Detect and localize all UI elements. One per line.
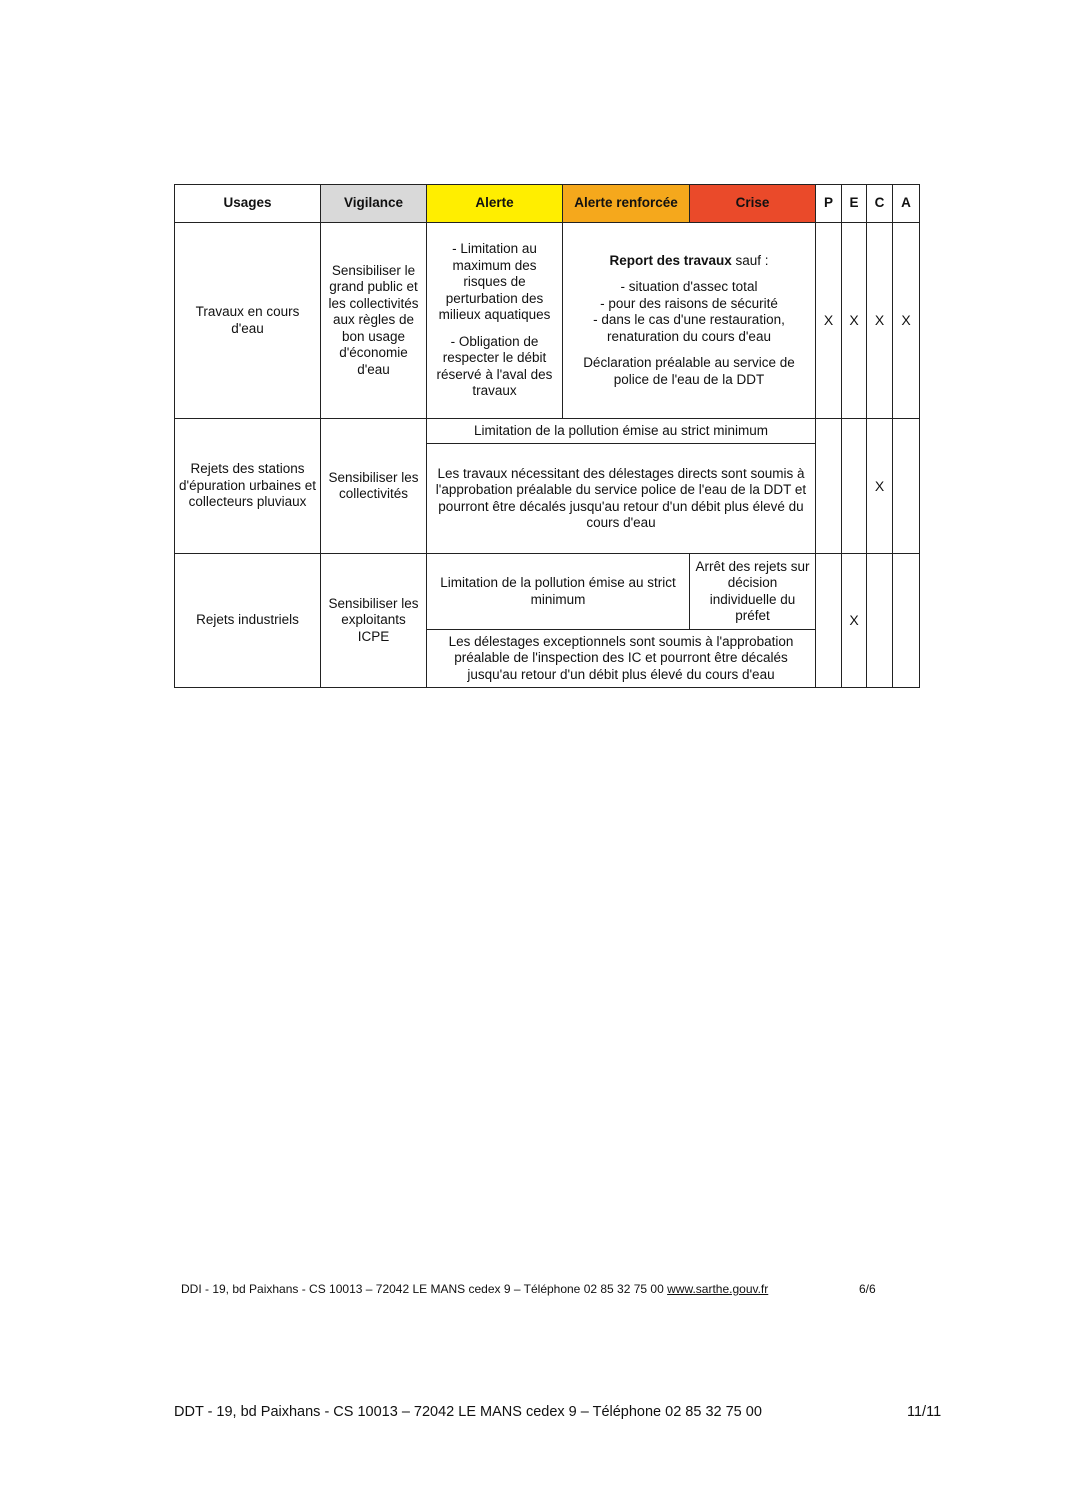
outer-footer-address: DDT - 19, bd Paixhans - CS 10013 – 72042 LE MANS cedex 9 – Téléphone 02 85 32 75 00 <box>174 1404 762 1420</box>
header-crise: Crise <box>690 185 816 223</box>
vigilance-cell: Sensibiliser les collectivités <box>321 419 427 554</box>
inner-footer <box>181 1282 881 1296</box>
header-p: P <box>816 185 842 223</box>
table-row <box>175 554 920 630</box>
flag-e <box>842 419 867 554</box>
flag-c: X <box>867 223 893 419</box>
renforcee-crise-cell <box>563 223 816 419</box>
report-bold-text: Report des travaux <box>609 252 732 268</box>
flag-a: X <box>893 223 920 419</box>
alerte-cell <box>427 223 563 419</box>
inner-footer-address: DDI - 19, bd Paixhans - CS 10013 – 72042 LE MANS cedex 9 – Téléphone 02 85 32 75 00 <box>181 1282 668 1296</box>
report-heading <box>567 253 811 270</box>
flag-a <box>893 419 920 554</box>
inner-page-number: 6/6 <box>859 1282 876 1296</box>
website-link[interactable]: www.sarthe.gouv.fr <box>667 1282 769 1296</box>
arret-cell: Arrêt des rejets sur décision individuelle du préfet <box>690 554 816 630</box>
header-usages: Usages <box>175 185 321 223</box>
exception-item: - pour des raisons de sécurité <box>600 295 778 311</box>
header-vigilance: Vigilance <box>321 185 427 223</box>
flag-c: X <box>867 419 893 554</box>
usage-cell: Rejets industriels <box>175 554 321 688</box>
flag-e: X <box>842 554 867 688</box>
header-alerte: Alerte <box>427 185 563 223</box>
table-row <box>175 419 920 444</box>
delestages-cell: Les travaux nécessitant des délestages directs sont soumis à l'approbation préalable du service police de l'eau de la DDT et pourront être décalés jusqu'au retour d'un débit plus élevé du cours d'eau <box>427 444 816 554</box>
flag-c <box>867 554 893 688</box>
exception-item: - situation d'assec total <box>620 279 758 295</box>
limitation-cell: Limitation de la pollution émise au strict minimum <box>427 554 690 630</box>
limitation-cell: Limitation de la pollution émise au strict minimum <box>427 419 816 444</box>
usage-cell: Travaux en cours d'eau <box>175 223 321 419</box>
vigilance-cell: Sensibiliser le grand public et les collectivités aux règles de bon usage d'économie d'eau <box>321 223 427 419</box>
flag-e: X <box>842 223 867 419</box>
flag-p <box>816 554 842 688</box>
header-row <box>175 185 920 223</box>
alerte-debit-text: - Obligation de respecter le débit réservé à l'aval des travaux <box>436 333 553 399</box>
table-row <box>175 223 920 419</box>
flag-p: X <box>816 223 842 419</box>
outer-page-number: 11/11 <box>907 1404 942 1420</box>
report-rest-text: sauf : <box>731 252 769 268</box>
header-alerte-renforcee: Alerte renforcée <box>563 185 690 223</box>
header-a: A <box>893 185 920 223</box>
water-restrictions-table <box>174 184 920 688</box>
outer-footer <box>174 1404 944 1420</box>
alerte-limitation-text: - Limitation au maximum des risques de perturbation des milieux aquatiques <box>438 241 551 323</box>
declaration-text: Déclaration préalable au service de police de l'eau de la DDT <box>583 355 795 387</box>
flag-a <box>893 554 920 688</box>
vigilance-cell: Sensibiliser les exploitants ICPE <box>321 554 427 688</box>
header-c: C <box>867 185 893 223</box>
usage-cell: Rejets des stations d'épuration urbaines et collecteurs pluviaux <box>175 419 321 554</box>
delestages-cell: Les délestages exceptionnels sont soumis à l'approbation préalable de l'inspection des IC et pourront être décalés jusqu'au retour d'un débit plus élevé du cours d'eau <box>427 630 816 688</box>
header-e: E <box>842 185 867 223</box>
flag-p <box>816 419 842 554</box>
exception-item: - dans le cas d'une restauration, renaturation du cours d'eau <box>593 312 785 344</box>
